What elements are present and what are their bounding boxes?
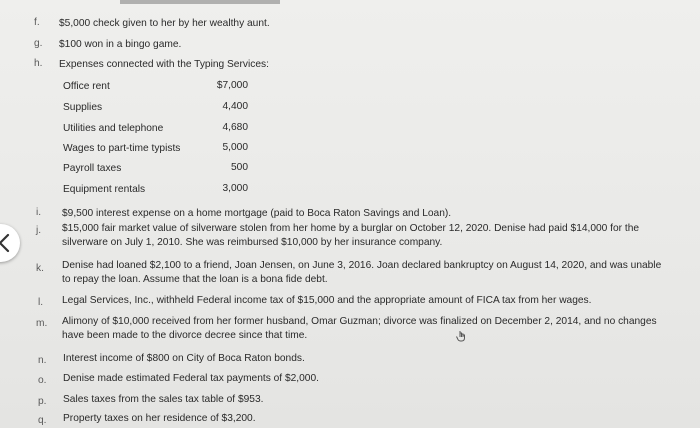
item-marker: k. <box>36 263 44 274</box>
item-text: Denise made estimated Federal tax payments of $2,000. <box>63 373 319 384</box>
item-text: Legal Services, Inc., withheld Federal income tax of $15,000 and the appropriate amount of FICA tax from her wages. <box>62 295 592 306</box>
expense-amount: 4,400 <box>222 101 248 112</box>
item-marker: m. <box>36 318 48 329</box>
item-text: $15,000 fair market value of silverware stolen from her home by a burglar on October 12, 2020. Denise had paid $14,000 for the silverware on July 1, 2010. She was reimbursed $10,000 by her insurance company. <box>62 223 640 248</box>
expense-amount: 500 <box>231 162 248 173</box>
expense-label: Utilities and telephone <box>63 123 164 134</box>
item-marker: i. <box>36 207 42 218</box>
hand-cursor-icon <box>455 329 469 343</box>
item-text: $100 won in a bingo game. <box>59 39 182 50</box>
cropped-heading-strip <box>120 0 280 4</box>
expense-label: Supplies <box>63 102 103 113</box>
item-marker: l. <box>38 297 44 308</box>
expense-amount: 3,000 <box>222 183 248 194</box>
item-text: Property taxes on her residence of $3,200. <box>63 413 256 424</box>
chevron-left-icon <box>0 233 10 253</box>
item-marker: o. <box>38 375 47 386</box>
item-marker: f. <box>34 17 40 28</box>
item-marker: q. <box>38 415 47 426</box>
item-marker: j. <box>36 225 42 236</box>
item-text: $5,000 check given to her by her wealthy aunt. <box>59 18 270 29</box>
item-marker: n. <box>38 355 47 366</box>
item-marker: p. <box>38 396 47 407</box>
item-text: Denise had loaned $2,100 to a friend, Joan Jensen, on June 3, 2016. Joan declared bankruptcy on August 14, 2020, and was unable to repay the loan. Assume that the loan is a bona fide debt. <box>62 260 662 285</box>
item-marker: h. <box>34 58 43 69</box>
expense-label: Office rent <box>63 81 110 92</box>
item-text: Expenses connected with the Typing Services: <box>59 59 269 70</box>
item-text: $9,500 interest expense on a home mortgage (paid to Boca Raton Savings and Loan). <box>62 208 452 219</box>
item-marker: g. <box>34 38 43 49</box>
previous-page-button[interactable] <box>0 224 20 262</box>
expense-amount: 5,000 <box>222 142 248 153</box>
expense-amount: $7,000 <box>216 80 248 91</box>
item-text: Alimony of $10,000 received from her former husband, Omar Guzman; divorce was finalized on December 2, 2014, and no changes have been made to the divorce decree since that time. <box>62 316 657 341</box>
expense-amount: 4,680 <box>222 122 248 133</box>
expense-label: Payroll taxes <box>63 163 122 174</box>
expense-label: Equipment rentals <box>63 184 146 195</box>
item-text: Interest income of $800 on City of Boca Raton bonds. <box>63 353 305 364</box>
expense-label: Wages to part-time typists <box>63 143 181 154</box>
item-text: Sales taxes from the sales tax table of $953. <box>63 394 264 405</box>
